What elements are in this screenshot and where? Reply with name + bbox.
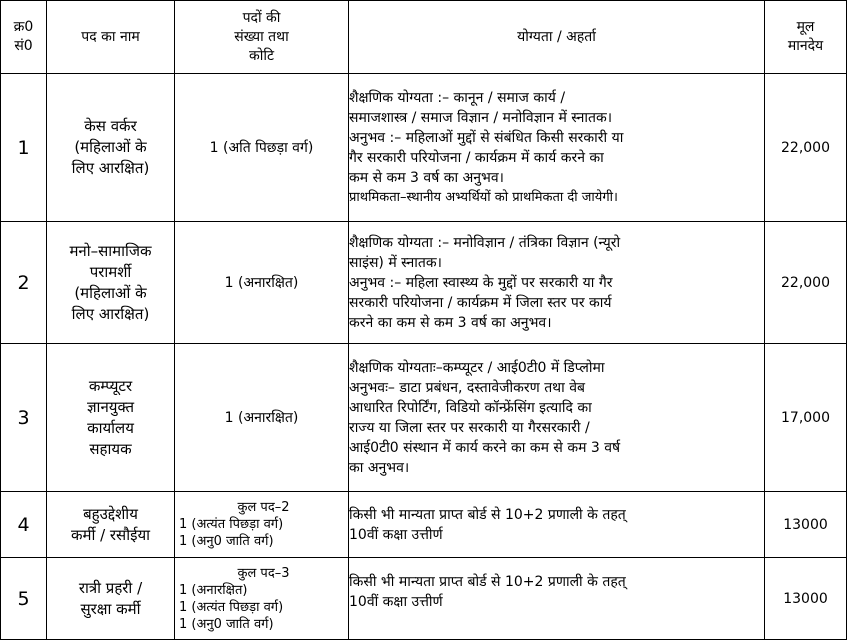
row-qualification bbox=[349, 558, 765, 640]
row-pay: 17,000 bbox=[765, 344, 847, 492]
table-row bbox=[1, 492, 847, 558]
row-pay: 22,000 bbox=[765, 222, 847, 344]
count-total: कुल पद–2 bbox=[237, 500, 290, 515]
row-pay: 13000 bbox=[765, 558, 847, 640]
row-qualification bbox=[349, 344, 765, 492]
row-sno: 1 bbox=[1, 74, 47, 222]
row-pay: 13000 bbox=[765, 492, 847, 558]
row-sno: 2 bbox=[1, 222, 47, 344]
qualification-line: शैक्षणिक योग्यता :– मनोविज्ञान / तंत्रिका विज्ञान (न्यूरो bbox=[349, 234, 621, 251]
qualification-line: 10वीं कक्षा उत्तीर्ण bbox=[349, 526, 443, 543]
qualification-line: गैर सरकारी परियोजना / कार्यक्रम में कार्य करने का bbox=[349, 149, 604, 166]
qualification-line: करने का कम से कम 3 वर्ष का अनुभव। bbox=[349, 314, 552, 331]
post-name-line: रात्री प्रहरी / bbox=[78, 578, 143, 597]
header-sno-line: क्र0 bbox=[13, 19, 34, 35]
row-post-name bbox=[47, 558, 175, 640]
header-sno-line: सं0 bbox=[14, 38, 33, 54]
row-post-name bbox=[47, 344, 175, 492]
header-row bbox=[1, 1, 847, 74]
post-name-line: सुरक्षा कर्मी bbox=[80, 599, 141, 618]
qualification-line: 10वीं कक्षा उत्तीर्ण bbox=[349, 594, 443, 610]
header-pay-line: मानदेय bbox=[787, 38, 824, 54]
count-category: 1 (अनारक्षित) bbox=[179, 582, 248, 598]
qualification-line: शैक्षणिक योग्यताः–कम्प्यूटर / आई0टी0 में डिप्लोमा bbox=[349, 359, 605, 376]
post-name-line: लिए आरक्षित) bbox=[71, 159, 150, 177]
post-name-line: कर्मी / रसौईया bbox=[70, 525, 151, 544]
table-row bbox=[1, 344, 847, 492]
count-category: 1 (अनु0 जाति वर्ग) bbox=[179, 616, 274, 632]
post-name-line: (महिलाओं के bbox=[74, 283, 147, 302]
qualification-line: प्राथमिकता–स्थानीय अभ्यर्थियों को प्राथमिकता दी जायेगी। bbox=[349, 189, 618, 205]
row-qualification bbox=[349, 492, 765, 558]
qualification-line: आई0टी0 संस्थान में कार्य करने का कम से कम 3 वर्ष bbox=[349, 439, 621, 456]
header-count-line: पदों की bbox=[242, 9, 281, 26]
post-name-line: लिए आरक्षित) bbox=[71, 304, 150, 323]
header-post: पद का नाम bbox=[47, 1, 175, 74]
row-post-count bbox=[175, 492, 349, 558]
post-name-line: ज्ञानयुक्त bbox=[86, 397, 135, 416]
header-sno bbox=[1, 1, 47, 74]
table-row bbox=[1, 74, 847, 222]
qualification-line: साइंस) में स्नातक। bbox=[349, 254, 442, 271]
header-count-line: संख्या तथा bbox=[234, 28, 289, 45]
qualification-line: आधारित रिपोर्टिंग, विडियो कॉन्फ्रेंसिंग इत्यादि का bbox=[349, 399, 592, 416]
qualification-line: किसी भी मान्यता प्राप्त बोर्ड से 10+2 प्रणाली के तहत् bbox=[349, 574, 626, 590]
header-pay bbox=[765, 1, 847, 74]
post-name-line: सहायक bbox=[89, 439, 132, 458]
qualification-line: समाजशास्त्र / समाज विज्ञान / मनोविज्ञान में स्नातक। bbox=[349, 109, 613, 126]
row-sno: 4 bbox=[1, 492, 47, 558]
qualification-line: अनुभवः– डाटा प्रबंधन, दस्तावेजीकरण तथा वेब bbox=[349, 379, 585, 396]
count-category: 1 (अनु0 जाति वर्ग) bbox=[179, 534, 274, 549]
count-category: 1 (अत्यंत पिछड़ा वर्ग) bbox=[179, 517, 284, 532]
count-category: 1 (अत्यंत पिछड़ा वर्ग) bbox=[179, 599, 284, 615]
count-total: कुल पद–3 bbox=[237, 565, 290, 581]
row-post-name bbox=[47, 74, 175, 222]
row-post-count: 1 (अनारक्षित) bbox=[175, 344, 349, 492]
qualification-line: किसी भी मान्यता प्राप्त बोर्ड से 10+2 प्रणाली के तहत् bbox=[349, 506, 626, 523]
qualification-line: कम से कम 3 वर्ष का अनुभव। bbox=[349, 169, 504, 186]
post-name-line: मनो–सामाजिक bbox=[69, 241, 152, 260]
row-post-count: 1 (अनारक्षित) bbox=[175, 222, 349, 344]
row-post-count: 1 (अति पिछड़ा वर्ग) bbox=[175, 74, 349, 222]
table-row bbox=[1, 558, 847, 640]
qualification-line: शैक्षणिक योग्यता :– कानून / समाज कार्य / bbox=[349, 89, 566, 106]
row-post-name bbox=[47, 222, 175, 344]
row-qualification bbox=[349, 74, 765, 222]
qualification-line: का अनुभव। bbox=[349, 459, 410, 476]
post-name-line: (महिलाओं के bbox=[74, 138, 147, 156]
row-pay: 22,000 bbox=[765, 74, 847, 222]
row-sno: 3 bbox=[1, 344, 47, 492]
row-sno: 5 bbox=[1, 558, 47, 640]
table-row bbox=[1, 222, 847, 344]
row-post-name bbox=[47, 492, 175, 558]
header-pay-line: मूल bbox=[796, 19, 815, 35]
header-count-line: कोटि bbox=[248, 47, 275, 64]
qualification-line: राज्य या जिला स्तर पर सरकारी या गैरसरकारी / bbox=[349, 419, 590, 436]
row-qualification bbox=[349, 222, 765, 344]
qualification-line: अनुभव :– महिला स्वास्थ्य के मुद्दों पर सरकारी या गैर bbox=[349, 274, 613, 291]
header-qualification: योग्यता / अहर्ता bbox=[349, 1, 765, 74]
qualification-line: अनुभव :– महिलाओं मुद्दों से संबंधित किसी सरकारी या bbox=[349, 129, 624, 146]
post-name-line: कार्यालय bbox=[87, 418, 134, 437]
post-name-line: परामर्शी bbox=[89, 262, 132, 281]
post-name-line: केस वर्कर bbox=[84, 117, 137, 135]
qualification-line: सरकारी परियोजना / कार्यक्रम में जिला स्तर पर कार्य bbox=[349, 294, 612, 311]
post-name-line: कम्प्यूटर bbox=[88, 376, 133, 395]
row-post-count bbox=[175, 558, 349, 640]
header-count bbox=[175, 1, 349, 74]
post-name-line: बहुउद्देशीय bbox=[83, 504, 138, 523]
